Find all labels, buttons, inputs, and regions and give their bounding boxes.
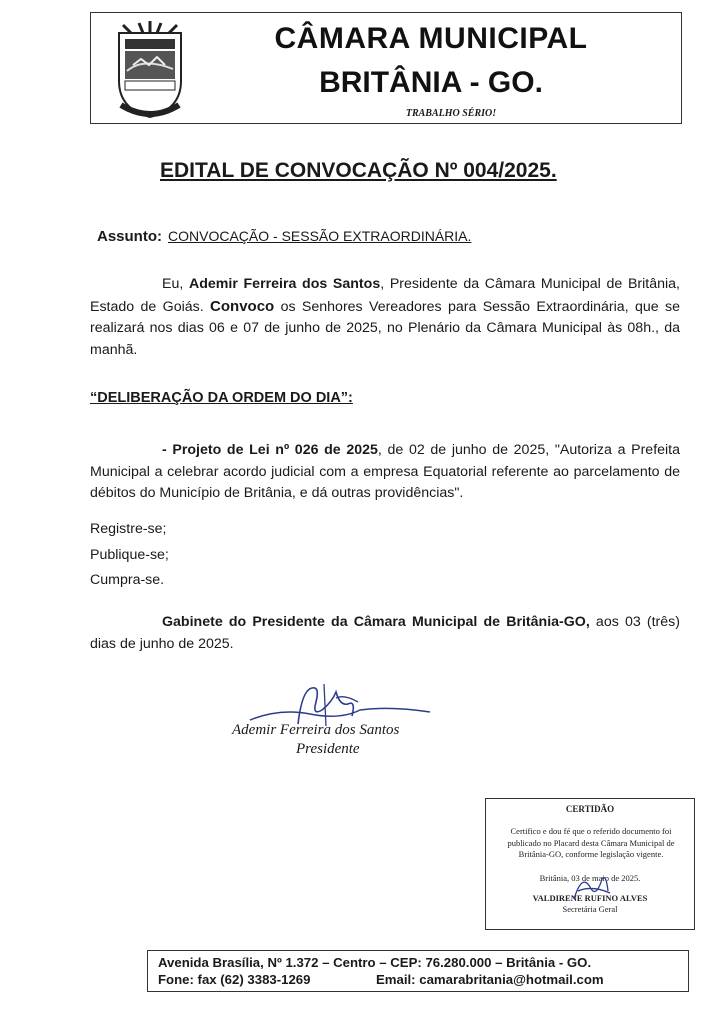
issuance-date: aos 03 (três) dias de junho de 2025. [90, 614, 680, 652]
document-title: EDITAL DE CONVOCAÇÃO Nº 004/2025. [160, 159, 557, 182]
convocation-paragraph [90, 274, 680, 361]
certificate-title: CERTIDÃO [565, 804, 615, 814]
closing-register: Registre-se; [90, 521, 167, 537]
motto: TRABALHO SÉRIO! [405, 108, 497, 119]
issuance-paragraph [90, 612, 680, 655]
closing-publish: Publique-se; [90, 547, 169, 563]
signatory-role: Presidente [296, 741, 360, 757]
bill-reference: - Projeto de Lei nº 026 de 2025 [162, 442, 378, 458]
issuing-office: Gabinete do Presidente da Câmara Municipal de Britânia-GO, [162, 614, 590, 630]
agenda-item-paragraph [90, 440, 680, 505]
convoco-word: Convoco [210, 297, 275, 315]
footer-email: Email: camarabritania@hotmail.com [376, 972, 604, 987]
agenda-heading: “DELIBERAÇÃO DA ORDEM DO DIA”: [90, 390, 353, 406]
bill-description: , de 02 de junho de 2025, "Autoriza a Prefeita Municipal a celebrar acordo judicial com a empresa Equatorial referente ao parcelamento de débitos do Município de Britânia, e dá outras providências". [90, 442, 681, 501]
certificate-signer-role: Secretária Geral [562, 904, 618, 914]
footer-contact-box [147, 950, 689, 992]
p1-end: os Senhores Vereadores para Sessão Extraordinária, que se realizará nos dias 06 e 07 de junho de 2025, no Plenário da Câmara Municipal às 08h., da manhã. [90, 298, 681, 358]
footer-address: Avenida Brasília, Nº 1.372 – Centro – CEP: 76.280.000 – Britânia - GO. [158, 955, 592, 970]
subject-value: CONVOCAÇÃO - SESSÃO EXTRAORDINÁRIA. [168, 228, 472, 244]
certificate-signature [568, 869, 614, 909]
certificate-date: Britânia, 03 de maio de 2025. [539, 873, 641, 883]
subject-line [97, 228, 471, 245]
p1-middle: , Presidente da Câmara Municipal de Britânia, Estado de Goiás. [90, 276, 680, 315]
certificate-body: Certifico e dou fé que o referido documento foi publicado no Placard desta Câmara Municipal de Britânia-GO, conforme legislação vigente. [507, 826, 675, 859]
president-name: Ademir Ferreira dos Santos [188, 276, 381, 292]
certificate-stamp [485, 798, 695, 930]
footer-phone: Fone: fax (62) 3383-1269 [158, 972, 311, 987]
certificate-signer-name: VALDIRENE RUFINO ALVES [532, 893, 648, 903]
signatory-name: Ademir Ferreira dos Santos [232, 722, 400, 738]
subject-label: Assunto: [97, 228, 162, 245]
letterhead [90, 12, 682, 124]
closing-comply: Cumpra-se. [90, 572, 165, 588]
organization-location: BRITÂNIA - GO. [319, 66, 543, 99]
p1-intro: Eu, [162, 276, 189, 292]
organization-name: CÂMARA MUNICIPAL [274, 22, 588, 55]
municipal-coat-of-arms-icon [113, 19, 187, 121]
